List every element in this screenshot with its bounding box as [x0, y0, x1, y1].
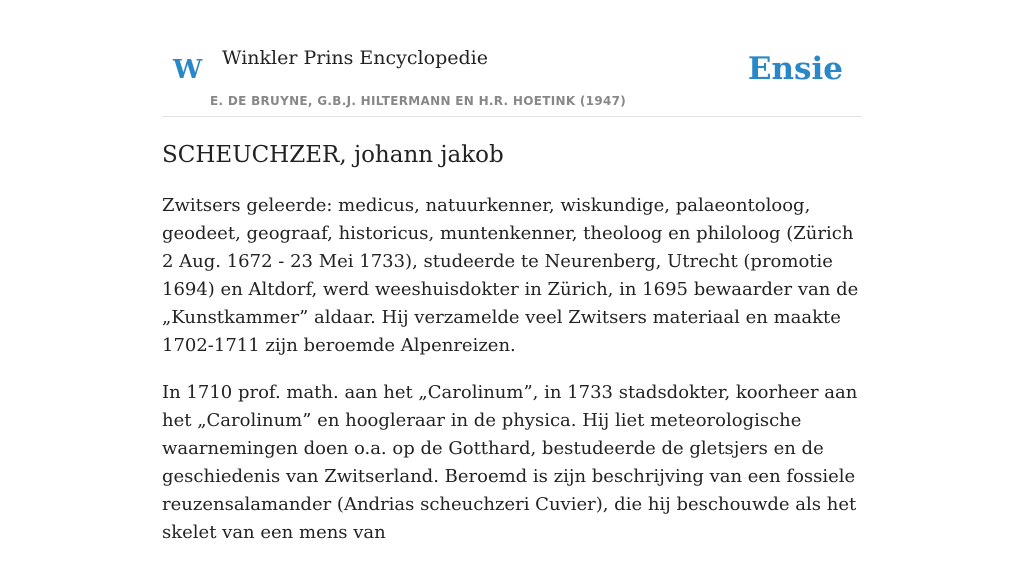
article-page: [162, 0, 862, 543]
article-title: SCHEUCHZER, johann jakob: [162, 142, 504, 168]
publication-logo[interactable]: W: [173, 55, 203, 85]
ensie-logo[interactable]: Ensie: [747, 51, 843, 87]
publication-header: [162, 0, 862, 117]
article-paragraph: In 1710 prof. math. aan het „Carolinum”, in 1733 stadsdokter, koorheer aan het „Carolinum” en hoogleraar in de physica. Hij liet meteorologische waarnemingen doen o.a. op de Gotthard, bestudeerde de gletsjers en de geschiedenis van Zwitserland. Beroemd is zijn beschrijving van een fossiele reuzensalamander (Andrias scheuchzeri Cuvier), die hij beschouwde als het skelet van een mens van: [162, 382, 858, 543]
article-body: [162, 192, 862, 566]
publication-authors: E. DE BRUYNE, G.B.J. HILTERMANN EN H.R. HOETINK (1947): [210, 94, 627, 108]
publication-title[interactable]: Winkler Prins Encyclopedie: [222, 47, 488, 69]
article-paragraph: Zwitsers geleerde: medicus, natuurkenner, wiskundige, palaeontoloog, geodeet, geograaf, historicus, muntenkenner, theoloog en philoloog (Zürich 2 Aug. 1672 - 23 Mei 1733), studeerde te Neurenberg, Utrecht (promotie 1694) en Altdorf, werd weeshuisdokter in Zürich, in 1695 bewaarder van de „Kunstkammer” aldaar. Hij verzamelde veel Zwitsers materiaal en maakte 1702-1711 zijn beroemde Alpenreizen.: [162, 195, 859, 356]
